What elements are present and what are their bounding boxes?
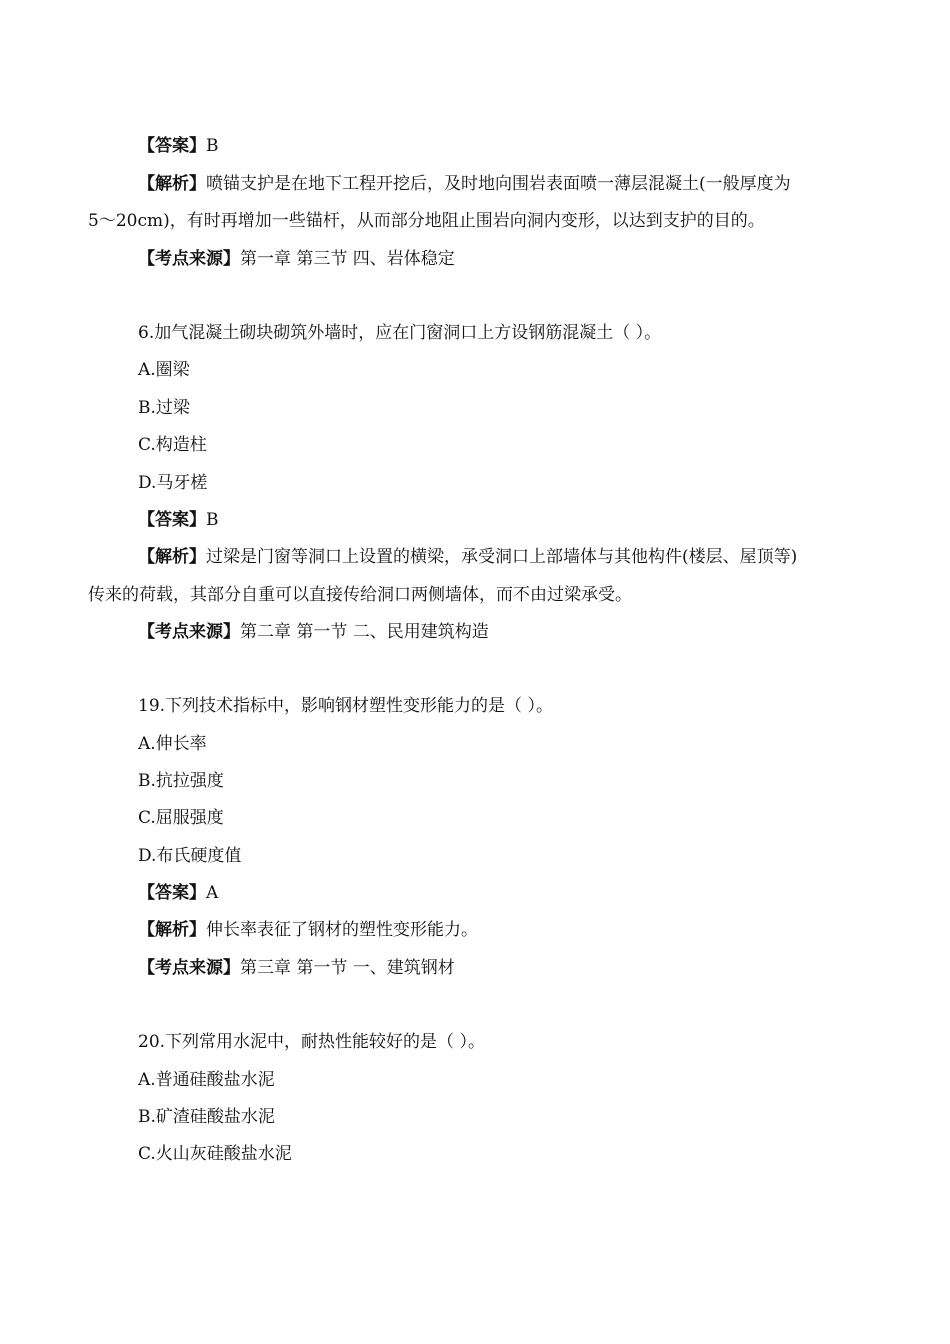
answer-value: A [206,883,219,903]
answer-line [138,134,219,158]
analysis-label: 【解析】 [138,920,206,940]
answer-label: 【答案】 [138,883,206,903]
answer-label: 【答案】 [138,136,206,156]
source-line [138,620,489,644]
analysis-continuation: 传来的荷载，其部分自重可以直接传给洞口两侧墙体，而不由过梁承受。 [88,585,632,605]
source-label: 【考点来源】 [138,249,240,269]
option-c: C.构造柱 [138,435,207,455]
source-text: 第二章 第一节 二、民用建筑构造 [240,622,489,642]
option-c: C.屈服强度 [138,808,224,828]
source-label: 【考点来源】 [138,958,240,978]
question-stem: 6.加气混凝土砌块砌筑外墙时，应在门窗洞口上方设钢筋混凝土（ ）。 [138,323,662,343]
answer-value: B [206,510,219,530]
source-line [138,956,455,980]
question-stem: 19.下列技术指标中，影响钢材塑性变形能力的是（ ）。 [138,696,553,716]
analysis-line [138,172,791,196]
answer-line [138,881,218,905]
option-a: A.伸长率 [138,734,207,754]
option-c: C.火山灰硅酸盐水泥 [138,1144,292,1164]
option-b: B.抗拉强度 [138,771,224,791]
option-d: D.布氏硬度值 [138,846,242,866]
source-label: 【考点来源】 [138,622,240,642]
question-stem: 20.下列常用水泥中，耐热性能较好的是（ ）。 [138,1032,485,1052]
analysis-text: 喷锚支护是在地下工程开挖后，及时地向围岩表面喷一薄层混凝土(一般厚度为 [206,174,791,194]
source-text: 第一章 第三节 四、岩体稳定 [240,249,455,269]
analysis-continuation: 5～20cm)，有时再增加一些锚杆，从而部分地阻止围岩向洞内变形，以达到支护的目的。 [88,211,765,231]
source-line [138,247,455,271]
source-text: 第三章 第一节 一、建筑钢材 [240,958,455,978]
option-b: B.过梁 [138,398,190,418]
option-d: D.马牙槎 [138,473,208,493]
analysis-text: 伸长率表征了钢材的塑性变形能力。 [206,920,478,940]
analysis-label: 【解析】 [138,174,206,194]
option-a: A.圈梁 [138,360,190,380]
option-b: B.矿渣硅酸盐水泥 [138,1107,275,1127]
option-a: A.普通硅酸盐水泥 [138,1070,275,1090]
answer-line [138,508,219,532]
analysis-line [138,545,797,569]
answer-label: 【答案】 [138,510,206,530]
analysis-line [138,918,478,942]
analysis-text: 过梁是门窗等洞口上设置的横梁，承受洞口上部墙体与其他构件(楼层、屋顶等) [206,547,798,567]
answer-value: B [206,136,219,156]
analysis-label: 【解析】 [138,547,206,567]
